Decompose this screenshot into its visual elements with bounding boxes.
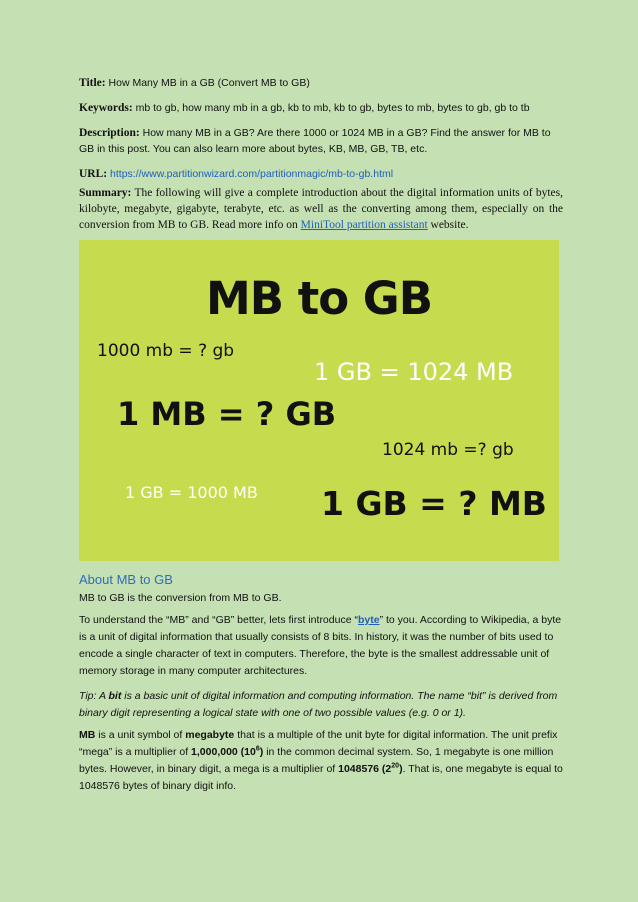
keywords-value: mb to gb, how many mb in a gb, kb to mb, kb to gb, bytes to mb, bytes to gb, gb to tb [135, 102, 530, 114]
mb-text-b: that is a multiple of the unit byte for digital information. The unit prefix “mega” is a multiplier of [79, 729, 558, 758]
megabyte-bold: megabyte [185, 729, 235, 741]
url-link[interactable]: https://www.partitionwizard.com/partitionmagic/mb-to-gb.html [110, 168, 394, 180]
binary-bold: 1048576 $(2^{20})$ [338, 762, 403, 775]
description-label: Description: [79, 127, 140, 139]
mb-text-a: is a unit symbol of [98, 729, 183, 741]
section-heading: About MB to GB [79, 572, 173, 587]
tip-text-a: Tip: A [79, 690, 106, 702]
summary-value: The following will give a complete introduction about the digital information units of bytes, kilobyte, megabyte, gigabyte, terabyte, etc. as well as the converting among them, especially on the conversion from MB to GB. Read more info on [79, 187, 563, 231]
summary-block [79, 185, 563, 233]
paragraph-megabyte [79, 727, 563, 795]
mb-text-c: in the common decimal system. So, 1 megabyte is one million bytes. However, in binary digit, a mega is a multiplier of [79, 746, 554, 775]
keywords-line [79, 100, 563, 116]
summary-label: Summary: [79, 187, 132, 199]
tip-paragraph [79, 688, 563, 722]
keywords-label: Keywords: [79, 102, 133, 114]
banner-text-1mb-gb: 1 MB = ? GB [117, 395, 337, 433]
banner-text-1000mb: 1000 mb = ? gb [97, 341, 235, 361]
tip-text-b: is a basic unit of digital information and computing information. The name “bit” is derived from binary digit representing a logical state with one of two possible values (e.g. 0 or 1). [79, 690, 558, 719]
description-value: How many MB in a GB? Are there 1000 or 1024 MB in a GB? Find the answer for MB to GB in this post. You can also learn more about bytes, KB, MB, GB, TB, etc. [79, 127, 551, 155]
paragraph-byte [79, 612, 563, 680]
paragraph-intro: MB to GB is the conversion from MB to GB. [79, 592, 282, 604]
summary-end: website. [430, 219, 469, 231]
minitool-link[interactable]: MiniTool partition assistant [300, 219, 428, 231]
tip-bit: bit [108, 690, 122, 702]
banner-text-1gb-1000mb: 1 GB = 1000 MB [125, 483, 258, 502]
title-line [79, 75, 563, 91]
banner-title: MB to GB [205, 272, 433, 325]
byte-text-b: ” to you. According to Wikipedia, a byte is a unit of digital information that usually consists of 8 bits. In history, it was the number of bits used to encode a single character of text in computers. Therefore, the byte is the smallest addressable unit of memory storage in many computer architectures. [79, 614, 562, 677]
title-value: How Many MB in a GB (Convert MB to GB) [108, 77, 310, 89]
url-line [79, 166, 563, 182]
url-label: URL: [79, 168, 108, 180]
byte-link[interactable]: byte [357, 614, 380, 626]
mb-to-gb-banner-image [79, 240, 559, 561]
banner-text-1gb-1024mb: 1 GB = 1024 MB [314, 358, 514, 386]
banner-text-1gb-mb: 1 GB = ? MB [321, 484, 547, 523]
description-block [79, 125, 563, 157]
banner-text-1024mb: 1024 mb =? gb [382, 440, 514, 460]
million-bold: 1,000,000 $(10^6)$ [191, 745, 264, 758]
byte-text-a: To understand the “MB” and “GB” better, lets first introduce “ [79, 614, 358, 626]
mb-text-d: . That is, one megabyte is equal to 1048576 bytes of binary digit info. [79, 763, 563, 792]
title-label: Title: [79, 77, 106, 89]
mb-bold: MB [79, 729, 96, 741]
